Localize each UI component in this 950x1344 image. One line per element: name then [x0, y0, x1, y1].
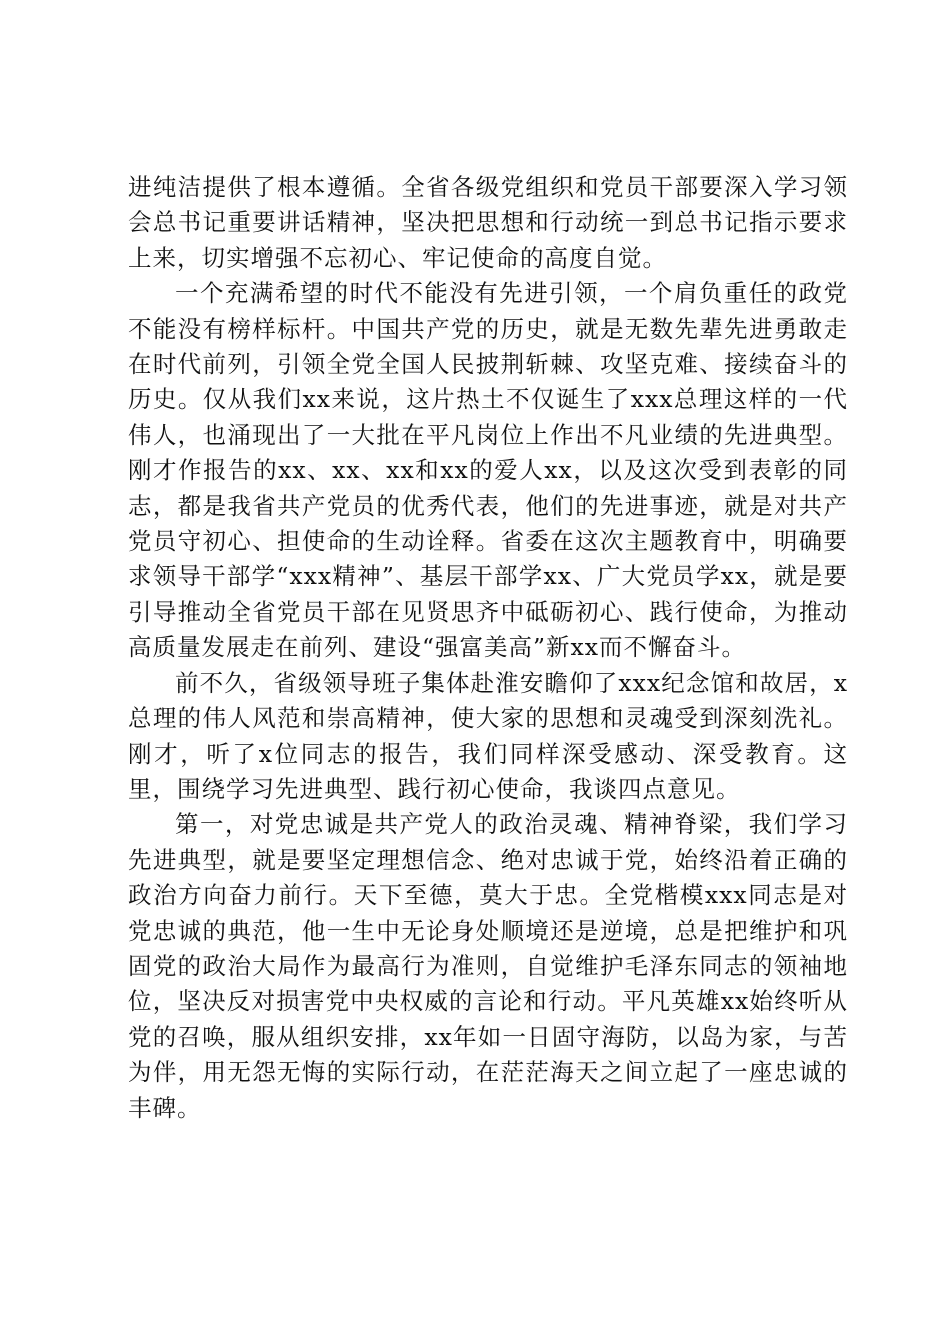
- paragraph-role-models: 一个充满希望的时代不能没有先进引领，一个肩负重任的政党不能没有榜样标杆。中国共产党的历史，就是无数先辈先进勇敢走在时代前列，引领全党全国人民披荆斩棘、攻坚克难、接续奋斗的历史。仅从我们xx来说，这片热土不仅诞生了xxx总理这样的一代伟人，也涌现出了一大批在平凡岗位上作出不凡业绩的先进典型。刚才作报告的xx、xx、xx和xx的爱人xx，以及这次受到表彰的同志，都是我省共产党员的优秀代表，他们的先进事迹，就是对共产党员守初心、担使命的生动诠释。省委在这次主题教育中，明确要求领导干部学“xxx精神”、基层干部学xx、广大党员学xx，就是要引导推动全省党员干部在见贤思齐中砥砺初心、践行使命，为推动高质量发展走在前列、建设“强富美高”新xx而不懈奋斗。: [128, 279, 848, 662]
- document-body: [128, 170, 848, 1126]
- paragraph-continuation: 进纯洁提供了根本遵循。全省各级党组织和党员干部要深入学习领会总书记重要讲话精神，坚决把思想和行动统一到总书记指示要求上来，切实增强不忘初心、牢记使命的高度自觉。: [128, 173, 848, 272]
- paragraph-point-one-loyalty: 第一，对党忠诚是共产党人的政治灵魂、精神脊梁，我们学习先进典型，就是要坚定理想信念、绝对忠诚于党，始终沿着正确的政治方向奋力前行。天下至德，莫大于忠。全党楷模xxx同志是对党忠诚的典范，他一生中无论身处顺境还是逆境，总是把维护和巩固党的政治大局作为最高行为准则，自觉维护毛泽东同志的领袖地位，坚决反对损害党中央权威的言论和行动。平凡英雄xx始终听从党的召唤，服从组织安排，xx年如一日固守海防，以岛为家，与苦为伴，用无怨无悔的实际行动，在茫茫海天之间立起了一座忠诚的丰碑。: [128, 810, 848, 1122]
- paragraph-visit-huaian: 前不久，省级领导班子集体赴淮安瞻仰了xxx纪念馆和故居，x总理的伟人风范和崇高精神，使大家的思想和灵魂受到深刻洗礼。刚才，听了x位同志的报告，我们同样深受感动、深受教育。这里，围绕学习先进典型、践行初心使命，我谈四点意见。: [128, 668, 848, 803]
